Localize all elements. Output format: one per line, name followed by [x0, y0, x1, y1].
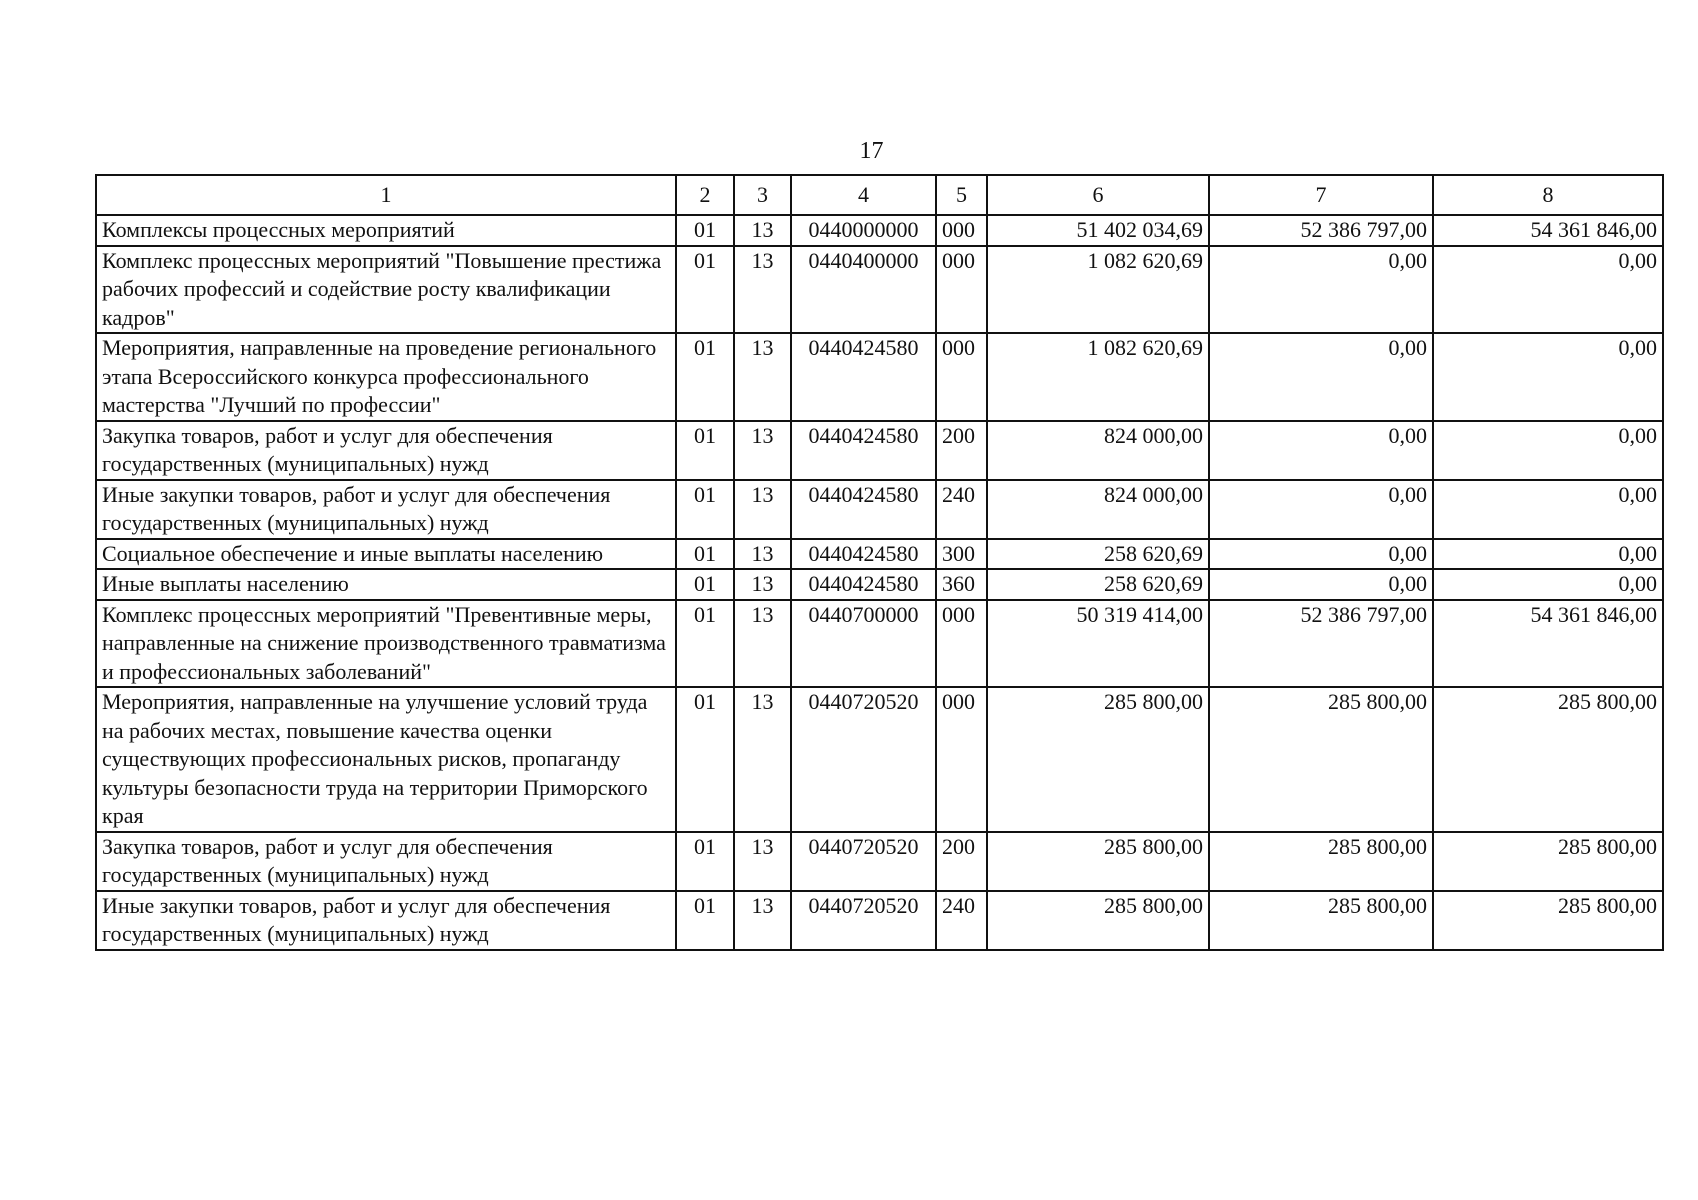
- table-row: [96, 600, 1663, 688]
- row-expense-type: 000: [936, 246, 987, 334]
- table-body: [96, 215, 1663, 950]
- row-expense-type: 000: [936, 687, 987, 832]
- row-amount-col6: 824 000,00: [987, 480, 1209, 539]
- row-amount-col8: 285 800,00: [1433, 832, 1663, 891]
- row-amount-col7: 0,00: [1209, 569, 1433, 600]
- row-amount-col6: 285 800,00: [987, 891, 1209, 950]
- row-expense-type: 000: [936, 333, 987, 421]
- row-amount-col6: 1 082 620,69: [987, 333, 1209, 421]
- table-row: [96, 832, 1663, 891]
- row-amount-col7: 285 800,00: [1209, 687, 1433, 832]
- row-subsection-code: 13: [734, 891, 791, 950]
- table-row: [96, 421, 1663, 480]
- row-amount-col8: 0,00: [1433, 421, 1663, 480]
- row-subsection-code: 13: [734, 600, 791, 688]
- row-section-code: 01: [676, 832, 734, 891]
- row-amount-col8: 285 800,00: [1433, 891, 1663, 950]
- row-amount-col7: 52 386 797,00: [1209, 600, 1433, 688]
- table-row: [96, 687, 1663, 832]
- row-amount-col6: 51 402 034,69: [987, 215, 1209, 246]
- row-amount-col6: 258 620,69: [987, 569, 1209, 600]
- row-amount-col7: 0,00: [1209, 539, 1433, 570]
- row-target-article: 0440424580: [791, 539, 936, 570]
- row-amount-col8: 0,00: [1433, 539, 1663, 570]
- table-row: [96, 246, 1663, 334]
- table-row: [96, 480, 1663, 539]
- header-col-2: 2: [676, 175, 734, 215]
- row-subsection-code: 13: [734, 421, 791, 480]
- row-amount-col6: 285 800,00: [987, 832, 1209, 891]
- row-target-article: 0440720520: [791, 832, 936, 891]
- row-section-code: 01: [676, 421, 734, 480]
- header-row: [96, 175, 1663, 215]
- table-row: [96, 569, 1663, 600]
- row-subsection-code: 13: [734, 832, 791, 891]
- row-name: Социальное обеспечение и иные выплаты населению: [96, 539, 676, 570]
- row-subsection-code: 13: [734, 569, 791, 600]
- row-target-article: 0440700000: [791, 600, 936, 688]
- table-row: [96, 539, 1663, 570]
- row-amount-col8: 0,00: [1433, 569, 1663, 600]
- row-name: Комплекс процессных мероприятий "Повышение престижа рабочих профессий и содействие росту квалификации кадров": [96, 246, 676, 334]
- page-number: 17: [859, 138, 884, 164]
- row-amount-col6: 50 319 414,00: [987, 600, 1209, 688]
- row-amount-col6: 1 082 620,69: [987, 246, 1209, 334]
- row-amount-col7: 0,00: [1209, 333, 1433, 421]
- row-section-code: 01: [676, 333, 734, 421]
- row-target-article: 0440720520: [791, 891, 936, 950]
- header-col-5: 5: [936, 175, 987, 215]
- row-amount-col7: 285 800,00: [1209, 891, 1433, 950]
- row-expense-type: 000: [936, 215, 987, 246]
- row-section-code: 01: [676, 246, 734, 334]
- row-expense-type: 200: [936, 832, 987, 891]
- row-section-code: 01: [676, 480, 734, 539]
- row-target-article: 0440424580: [791, 569, 936, 600]
- row-target-article: 0440424580: [791, 333, 936, 421]
- row-name: Комплекс процессных мероприятий "Превентивные меры, направленные на снижение производственного травматизма и профессиональных заболеваний": [96, 600, 676, 688]
- header-col-6: 6: [987, 175, 1209, 215]
- row-name: Закупка товаров, работ и услуг для обеспечения государственных (муниципальных) нужд: [96, 421, 676, 480]
- row-target-article: 0440000000: [791, 215, 936, 246]
- row-amount-col8: 0,00: [1433, 333, 1663, 421]
- row-section-code: 01: [676, 891, 734, 950]
- row-subsection-code: 13: [734, 333, 791, 421]
- row-subsection-code: 13: [734, 246, 791, 334]
- row-amount-col8: 0,00: [1433, 246, 1663, 334]
- row-amount-col8: 54 361 846,00: [1433, 215, 1663, 246]
- row-subsection-code: 13: [734, 215, 791, 246]
- header-col-4: 4: [791, 175, 936, 215]
- row-name: Иные закупки товаров, работ и услуг для обеспечения государственных (муниципальных) нужд: [96, 891, 676, 950]
- row-expense-type: 200: [936, 421, 987, 480]
- row-amount-col8: 54 361 846,00: [1433, 600, 1663, 688]
- row-target-article: 0440424580: [791, 421, 936, 480]
- row-target-article: 0440424580: [791, 480, 936, 539]
- row-target-article: 0440400000: [791, 246, 936, 334]
- row-name: Закупка товаров, работ и услуг для обеспечения государственных (муниципальных) нужд: [96, 832, 676, 891]
- row-amount-col8: 285 800,00: [1433, 687, 1663, 832]
- row-amount-col7: 0,00: [1209, 421, 1433, 480]
- row-name: Иные закупки товаров, работ и услуг для обеспечения государственных (муниципальных) нужд: [96, 480, 676, 539]
- row-subsection-code: 13: [734, 539, 791, 570]
- row-target-article: 0440720520: [791, 687, 936, 832]
- row-name: Мероприятия, направленные на проведение регионального этапа Всероссийского конкурса профессионального мастерства "Лучший по профессии": [96, 333, 676, 421]
- header-col-7: 7: [1209, 175, 1433, 215]
- row-section-code: 01: [676, 215, 734, 246]
- row-expense-type: 240: [936, 891, 987, 950]
- row-expense-type: 240: [936, 480, 987, 539]
- row-section-code: 01: [676, 539, 734, 570]
- row-amount-col7: 52 386 797,00: [1209, 215, 1433, 246]
- row-name: Комплексы процессных мероприятий: [96, 215, 676, 246]
- row-amount-col7: 285 800,00: [1209, 832, 1433, 891]
- table-header: [96, 175, 1663, 215]
- row-amount-col6: 824 000,00: [987, 421, 1209, 480]
- row-section-code: 01: [676, 600, 734, 688]
- row-amount-col8: 0,00: [1433, 480, 1663, 539]
- header-col-1: 1: [96, 175, 676, 215]
- row-expense-type: 360: [936, 569, 987, 600]
- row-subsection-code: 13: [734, 687, 791, 832]
- budget-table: [95, 174, 1664, 951]
- row-amount-col7: 0,00: [1209, 480, 1433, 539]
- row-name: Мероприятия, направленные на улучшение условий труда на рабочих местах, повышение качества оценки существующих профессиональных рисков, пропаганду культуры безопасности труда на территории Приморского края: [96, 687, 676, 832]
- row-name: Иные выплаты населению: [96, 569, 676, 600]
- header-col-8: 8: [1433, 175, 1663, 215]
- row-expense-type: 300: [936, 539, 987, 570]
- row-amount-col6: 285 800,00: [987, 687, 1209, 832]
- row-expense-type: 000: [936, 600, 987, 688]
- row-section-code: 01: [676, 569, 734, 600]
- row-amount-col6: 258 620,69: [987, 539, 1209, 570]
- row-subsection-code: 13: [734, 480, 791, 539]
- table-row: [96, 891, 1663, 950]
- header-col-3: 3: [734, 175, 791, 215]
- table-row: [96, 333, 1663, 421]
- row-section-code: 01: [676, 687, 734, 832]
- row-amount-col7: 0,00: [1209, 246, 1433, 334]
- table-row: [96, 215, 1663, 246]
